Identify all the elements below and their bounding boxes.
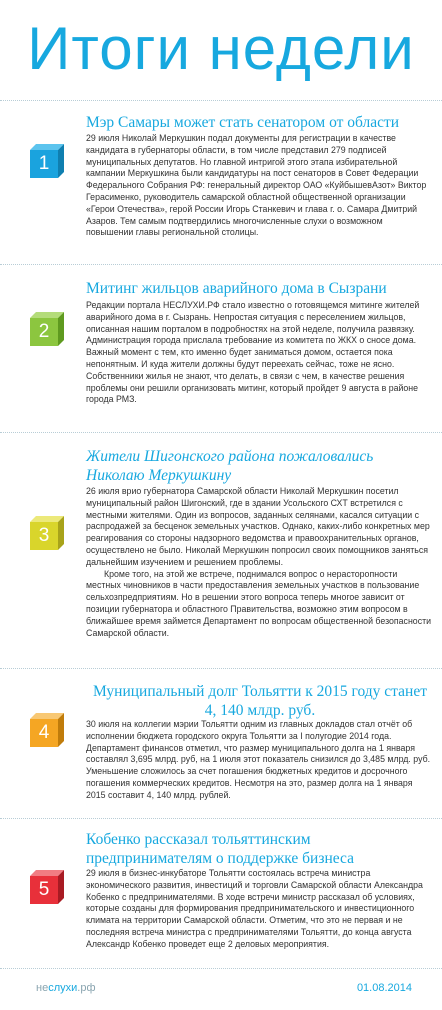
item-number: 4	[30, 719, 58, 747]
number-cube-4	[30, 719, 64, 753]
item-paragraph: 30 июля на коллегии мэрии Тольятти одним из главных докладов стал отчёт об исполнении бюджета городского округа Тольятти за I полугодие 2014 года. Департамент финансов отметил, что размер муниципального долга на 1 января составлял 3,695 млрд. руб, на 1 июля этот показатель снизился до 3,485 млрд. руб. Уменьшение сложилось за счет погашения бюджетных кредитов и досрочного погашения коммерческих кредитов. Несмотря на это, размер долга на 1 января 2015 составит 4, 140 млрд. рублей.	[86, 719, 431, 800]
item-text	[86, 486, 432, 639]
divider	[0, 968, 442, 969]
logo-suffix: .рф	[77, 982, 96, 994]
item-headline[interactable]: Муниципальный долг Тольятти к 2015 году станет 4, 140 млдр. руб.	[93, 683, 427, 719]
item-text	[86, 300, 432, 406]
item-paragraph: 26 июля врио губернатора Самарской области Николай Меркушкин посетил муниципальный район Шигонский, где в здании Усольского СХТ встретился с местными жителями. Один из вопросов, заданных селянами, касался ситуации с распродажей за бесценок земельных участков. Однако, каких-либо конкретных мер реагирования со стороны надзорного ведомства и правоохранительных органов, осуществлено не было. Николай Меркушкин попросил своих помощников заняться дальнейшим изучением и решением проблемы.	[86, 486, 430, 567]
divider	[0, 818, 442, 819]
number-cube-2	[30, 318, 64, 352]
logo-prefix: не	[36, 982, 49, 994]
item-headline[interactable]: Мэр Самары может стать сенатором от области	[86, 114, 400, 131]
issue-date: 01.08.2014	[356, 982, 412, 994]
number-cube-5	[30, 876, 64, 910]
item-paragraph: Редакции портала НЕСЛУХИ.РФ стало известно о готовящемся митинге жителей аварийного дома в г. Сызрань. Непростая ситуация с переселением жильцов, описанная нашим порталом в подробностях на этой неделе, получила развязку. Администрация города прислала требование из комитета по ЖКХ о сносе дома. Важный момент с тем, кто именно будет заниматься домом, остается пока непонятным. И куда жители должны будут переехать сейчас, тоже не ясно. Собственники жилья не знают, что делать, в связи с чем, в качестве решения проблемы они решили организовать митинг, который пройдет 9 августа в районе города РМЗ.	[86, 300, 420, 405]
item-text	[86, 133, 432, 239]
item-paragraph: 29 июля Николай Меркушкин подал документы для регистрации в качестве кандидата в губернаторы области, в том числе представил 279 подписей муниципальных депутатов. Но главной интригой этого этапа избирательной кампании Меркушкина были кандидатуры на пост сенаторов в Совет Федерации Федерального Собрания РФ: генеральный директор ОАО «КуйбышевАзот» Виктор Герасименко, руководитель самарской областной общественной организации «Герои Отечества», герой России Игорь Станкевич и глава г. о. Самара Дмитрий Азаров. Тем самым подтвердились многочисленные слухи о возможном повышении главы региональной столицы.	[86, 133, 427, 238]
item-paragraph: 29 июля в бизнес-инкубаторе Тольятти состоялась встреча министра экономического развития, инвестиций и торговли Самарской области Александра Кобенко с предпринимателями. В ходе встречи министр рассказал об условиях, которые созданы для формирования предпринимательского и инвестиционного климата на территории Самарской области. Отметим, что это не первая и не последняя встреча министра с предпринимателями Тольятти, до конца августа Александр Кобенко проведет еще 2 деловых мероприятия.	[86, 868, 423, 949]
number-cube-3	[30, 522, 64, 556]
divider	[0, 100, 442, 101]
item-headline[interactable]: Жители Шигонского района пожаловались Николаю Меркушкину	[86, 448, 374, 484]
site-logo[interactable]	[36, 982, 96, 994]
divider	[0, 264, 442, 265]
divider	[0, 432, 442, 433]
item-paragraph: Кроме того, на этой же встрече, поднимался вопрос о нерасторопности местных чиновников в части предоставления земельных участков в пользование сельхозпредприятиям. Но в решении этого вопроса теперь многое зависит от позиции губернатора и областного Правительства, возможно этим вопросом в ближайшее время займется Департамент по вопросам общественной безопасности Самарской области.	[86, 568, 432, 638]
divider	[0, 668, 442, 669]
item-headline[interactable]: Кобенко рассказал тольяттинским предпринимателям о поддержке бизнеса	[86, 831, 354, 867]
item-text	[86, 868, 432, 951]
item-number: 3	[30, 522, 58, 550]
item-number: 5	[30, 876, 58, 904]
item-number: 1	[30, 150, 58, 178]
number-cube-1	[30, 150, 64, 184]
item-text	[86, 719, 432, 802]
page-title: Итоги недели	[27, 15, 415, 82]
item-number: 2	[30, 318, 58, 346]
logo-main: слухи	[48, 982, 78, 994]
item-headline[interactable]: Митинг жильцов аварийного дома в Сызрани	[86, 280, 387, 297]
